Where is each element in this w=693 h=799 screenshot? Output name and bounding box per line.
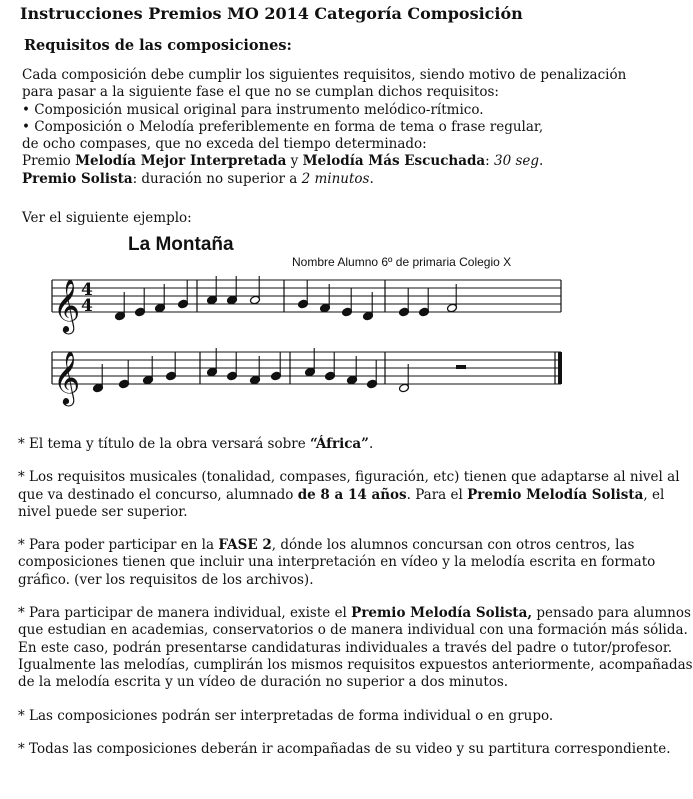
treble-clef: 𝄞 [53,278,81,332]
premio-melodia-line: Premio Melodía Mejor Interpretada y Melodía Más Escuchada: 30 seg. [22,153,544,170]
page-title: Instrucciones Premios MO 2014 Categoría Composición [20,4,523,23]
bullet-item: • Composición musical original para instrumento melódico-rítmico. [22,101,484,118]
treble-clef: 𝄞 [53,350,81,404]
rule-item: * Las composiciones podrán ser interpretadas de forma individual o en grupo. [18,707,554,724]
time-signature-top: 4 [81,280,93,300]
requirements-intro [22,67,626,188]
song-subtitle: Nombre Alumno 6º de primaria Colegio X [292,255,512,269]
final-barline-thick [558,352,562,384]
rule-item: * Todas las composiciones deberán ir acompañadas de su video y su partitura correspondiente. [18,740,671,757]
rule-item: * El tema y título de la obra versará sobre “África”. [18,436,374,452]
duration-value: 30 seg [494,153,540,170]
staff-system [52,276,562,406]
song-title: La Montaña [128,234,234,255]
intro-line: para pasar a la siguiente fase el que no se cumplan dichos requisitos: [22,84,499,101]
award-name: Premio Solista [22,170,133,187]
rules-section [18,436,693,758]
award-name: Melodía Mejor Interpretada [75,153,287,170]
example-label: Ver el siguiente ejemplo: [22,210,192,226]
award-name: Melodía Más Escuchada [302,153,486,170]
intro-line: de ocho compases, que no exceda del tiempo determinado: [22,136,427,153]
premio-solista-line: Premio Solista: duración no superior a 2 minutos. [22,170,374,187]
sheet-music-example [0,226,661,426]
intro-line: Cada composición debe cumplir los siguientes requisitos, siendo motivo de penalización [22,67,627,83]
duration-value: 2 minutos [301,170,370,187]
rule-item: * Para poder participar en la FASE 2, dónde los alumnos concursan con otros centros, las composiciones tienen que incluir una interpretación en vídeo y la melodía escrita en formato gráfico. (ver los requisitos de los archivos). [18,537,656,588]
rule-item: * Los requisitos musicales (tonalidad, compases, figuración, etc) tienen que adaptarse al nivel al que va destinado el concurso, alumnado de 8 a 14 años. Para el Premio Melodía Solista, el nivel puede ser superior. [18,469,680,520]
time-signature-bottom: 4 [81,296,93,316]
rule-item: * Para participar de manera individual, existe el Premio Melodía Solista, pensado para alumnos que estudian en academias, conservatorios o de manera individual con una formación más sólida. En este caso, podrán presentarse candidaturas individuales a través del padre o tutor/profesor. Igualmente las melodías, cumplirán los mismos requisitos expuestos anteriormente, acompañadas de la melodía escrita y un vídeo de duración no superior a dos minutos. [18,605,693,691]
bullet-item: • Composición o Melodía preferiblemente en forma de tema o frase regular, [22,118,544,135]
section-heading: Requisitos de las composiciones: [24,37,292,54]
half-rest [456,365,466,369]
